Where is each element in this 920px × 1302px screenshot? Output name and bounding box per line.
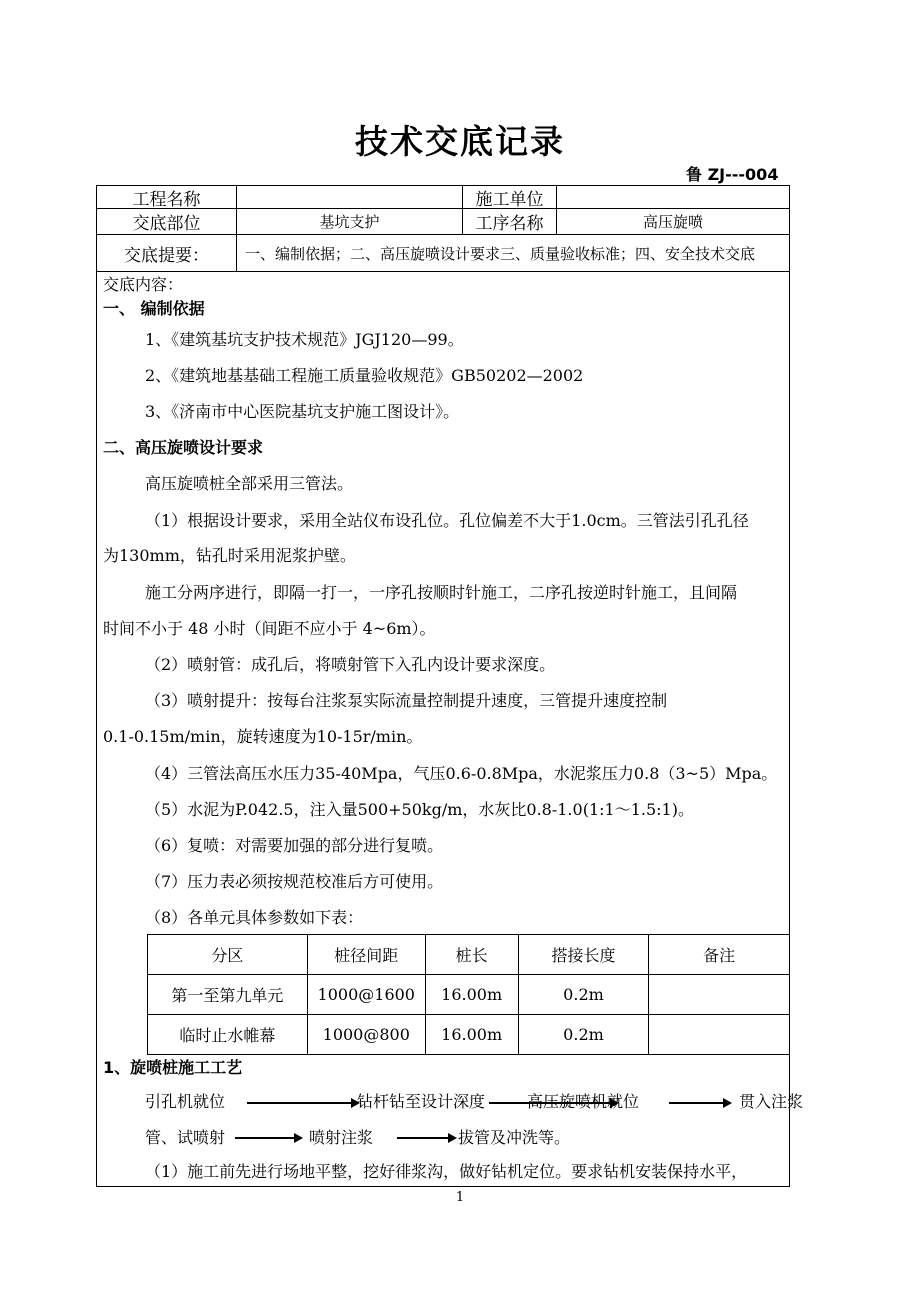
table-cell xyxy=(649,1015,790,1055)
flow-step-6: 拔管及冲洗等。 xyxy=(458,1128,571,1147)
contractor-label: 施工单位 xyxy=(463,186,557,208)
part-value: 基坑支护 xyxy=(237,209,463,234)
paragraph-sequence-line-1: 施工分两序进行，即隔一打一，一序孔按顺时针施工，二序孔按逆时针施工，且间隔 xyxy=(145,583,738,602)
flow-arrow xyxy=(247,1102,352,1104)
contractor-value xyxy=(557,186,789,208)
header-row-summary xyxy=(97,235,789,272)
table-cell xyxy=(649,975,790,1015)
project-name-value xyxy=(237,186,463,208)
paragraph-2: （2）喷射管：成孔后，将喷射管下入孔内设计要求深度。 xyxy=(145,655,556,674)
parameter-table xyxy=(147,934,790,1055)
document-code: 鲁 ZJ---004 xyxy=(686,165,779,184)
summary-label: 交底提要： xyxy=(97,235,237,271)
table-cell: 1000@800 xyxy=(307,1015,425,1055)
table-cell: 临时止水帷幕 xyxy=(148,1015,308,1055)
project-name-label: 工程名称 xyxy=(97,186,237,208)
table-cell: 1000@1600 xyxy=(307,975,425,1015)
table-cell: 第一至第九单元 xyxy=(148,975,308,1015)
table-header-row xyxy=(148,935,790,975)
header-row-project xyxy=(97,186,789,209)
content-label: 交底内容： xyxy=(103,275,184,294)
summary-value: 一、编制依据；二、高压旋喷设计要求三、质量验收标准；四、安全技术交底 xyxy=(245,244,756,263)
basis-item-3: 3、《济南市中心医院基坑支护施工图设计》。 xyxy=(145,402,460,421)
paragraph-6: （6）复喷：对需要加强的部分进行复喷。 xyxy=(145,836,444,855)
page-number: 1 xyxy=(455,1190,465,1205)
flow-arrow xyxy=(235,1137,295,1139)
paragraph-intro: 高压旋喷桩全部采用三管法。 xyxy=(145,474,354,493)
section-2-title: 二、高压旋喷设计要求 xyxy=(103,438,264,457)
table-cell: 16.00m xyxy=(425,975,518,1015)
basis-item-1: 1、《建筑基坑支护技术规范》JGJ120—99。 xyxy=(145,330,464,349)
paragraph-3-line-2: 0.1-0.15m/min，旋转速度为10-15r/min。 xyxy=(103,727,423,746)
part-label: 交底部位 xyxy=(97,209,237,234)
flow-step-1: 引孔机就位 xyxy=(145,1092,226,1111)
process-value: 高压旋喷 xyxy=(642,213,703,231)
process-label: 工序名称 xyxy=(463,209,557,234)
flow-step-2: 钻杆钻至设计深度 xyxy=(357,1092,486,1111)
table-header-cell: 桩长 xyxy=(425,935,518,975)
paragraph-3-line-1: （3）喷射提升：按每台注浆泵实际流量控制提升速度，三管提升速度控制 xyxy=(145,691,668,710)
section-3-title: 1、旋喷桩施工工艺 xyxy=(103,1058,243,1077)
paragraph-4: （4）三管法高压水压力35-40Mpa，气压0.6-0.8Mpa，水泥浆压力0.8（3~5）Mpa。 xyxy=(145,764,778,783)
flow-step-4: 贯入注浆 xyxy=(739,1092,804,1111)
table-row xyxy=(148,1015,790,1055)
paragraph-1-line-1: （1）根据设计要求，采用全站仪布设孔位。孔位偏差不大于1.0cm。三管法引孔孔径 xyxy=(145,511,749,530)
record-frame xyxy=(96,185,804,1187)
paragraph-1-line-2: 为130mm，钻孔时采用泥浆护壁。 xyxy=(103,546,356,565)
flow-step-3: 高压旋喷机就位 xyxy=(527,1092,640,1111)
table-header-cell: 搭接长度 xyxy=(518,935,649,975)
flow-arrow xyxy=(397,1137,449,1139)
paragraph-7: （7）压力表必须按规范校准后方可使用。 xyxy=(145,872,444,891)
paragraph-last: （1）施工前先进行场地平整，挖好徘浆沟，做好钻机定位。要求钻机安装保持水平， xyxy=(145,1162,748,1181)
paragraph-8: （8）各单元具体参数如下表： xyxy=(145,908,364,927)
table-cell: 0.2m xyxy=(518,975,649,1015)
flow-step-5: 喷射注浆 xyxy=(309,1128,374,1147)
table-cell: 0.2m xyxy=(518,1015,649,1055)
document-title: 技术交底记录 xyxy=(355,122,565,161)
section-1-title: 一、 编制依据 xyxy=(103,299,205,318)
table-header-cell: 备注 xyxy=(649,935,790,975)
basis-item-2: 2、《建筑地基基础工程施工质量验收规范》GB50202—2002 xyxy=(145,366,584,385)
table-cell: 16.00m xyxy=(425,1015,518,1055)
paragraph-sequence-line-2: 时间不小于 48 小时（间距不应小于 4~6m）。 xyxy=(103,619,436,638)
paragraph-5: （5）水泥为P.042.5，注入量500+50kg/m，水灰比0.8-1.0(1:1～1.5:1)。 xyxy=(145,800,694,819)
header-row-part xyxy=(97,209,789,235)
table-header-cell: 桩径间距 xyxy=(307,935,425,975)
flow-arrow xyxy=(669,1102,724,1104)
table-row xyxy=(148,975,790,1015)
table-header-cell: 分区 xyxy=(148,935,308,975)
flow-step-4-continued: 管、试喷射 xyxy=(145,1128,226,1147)
